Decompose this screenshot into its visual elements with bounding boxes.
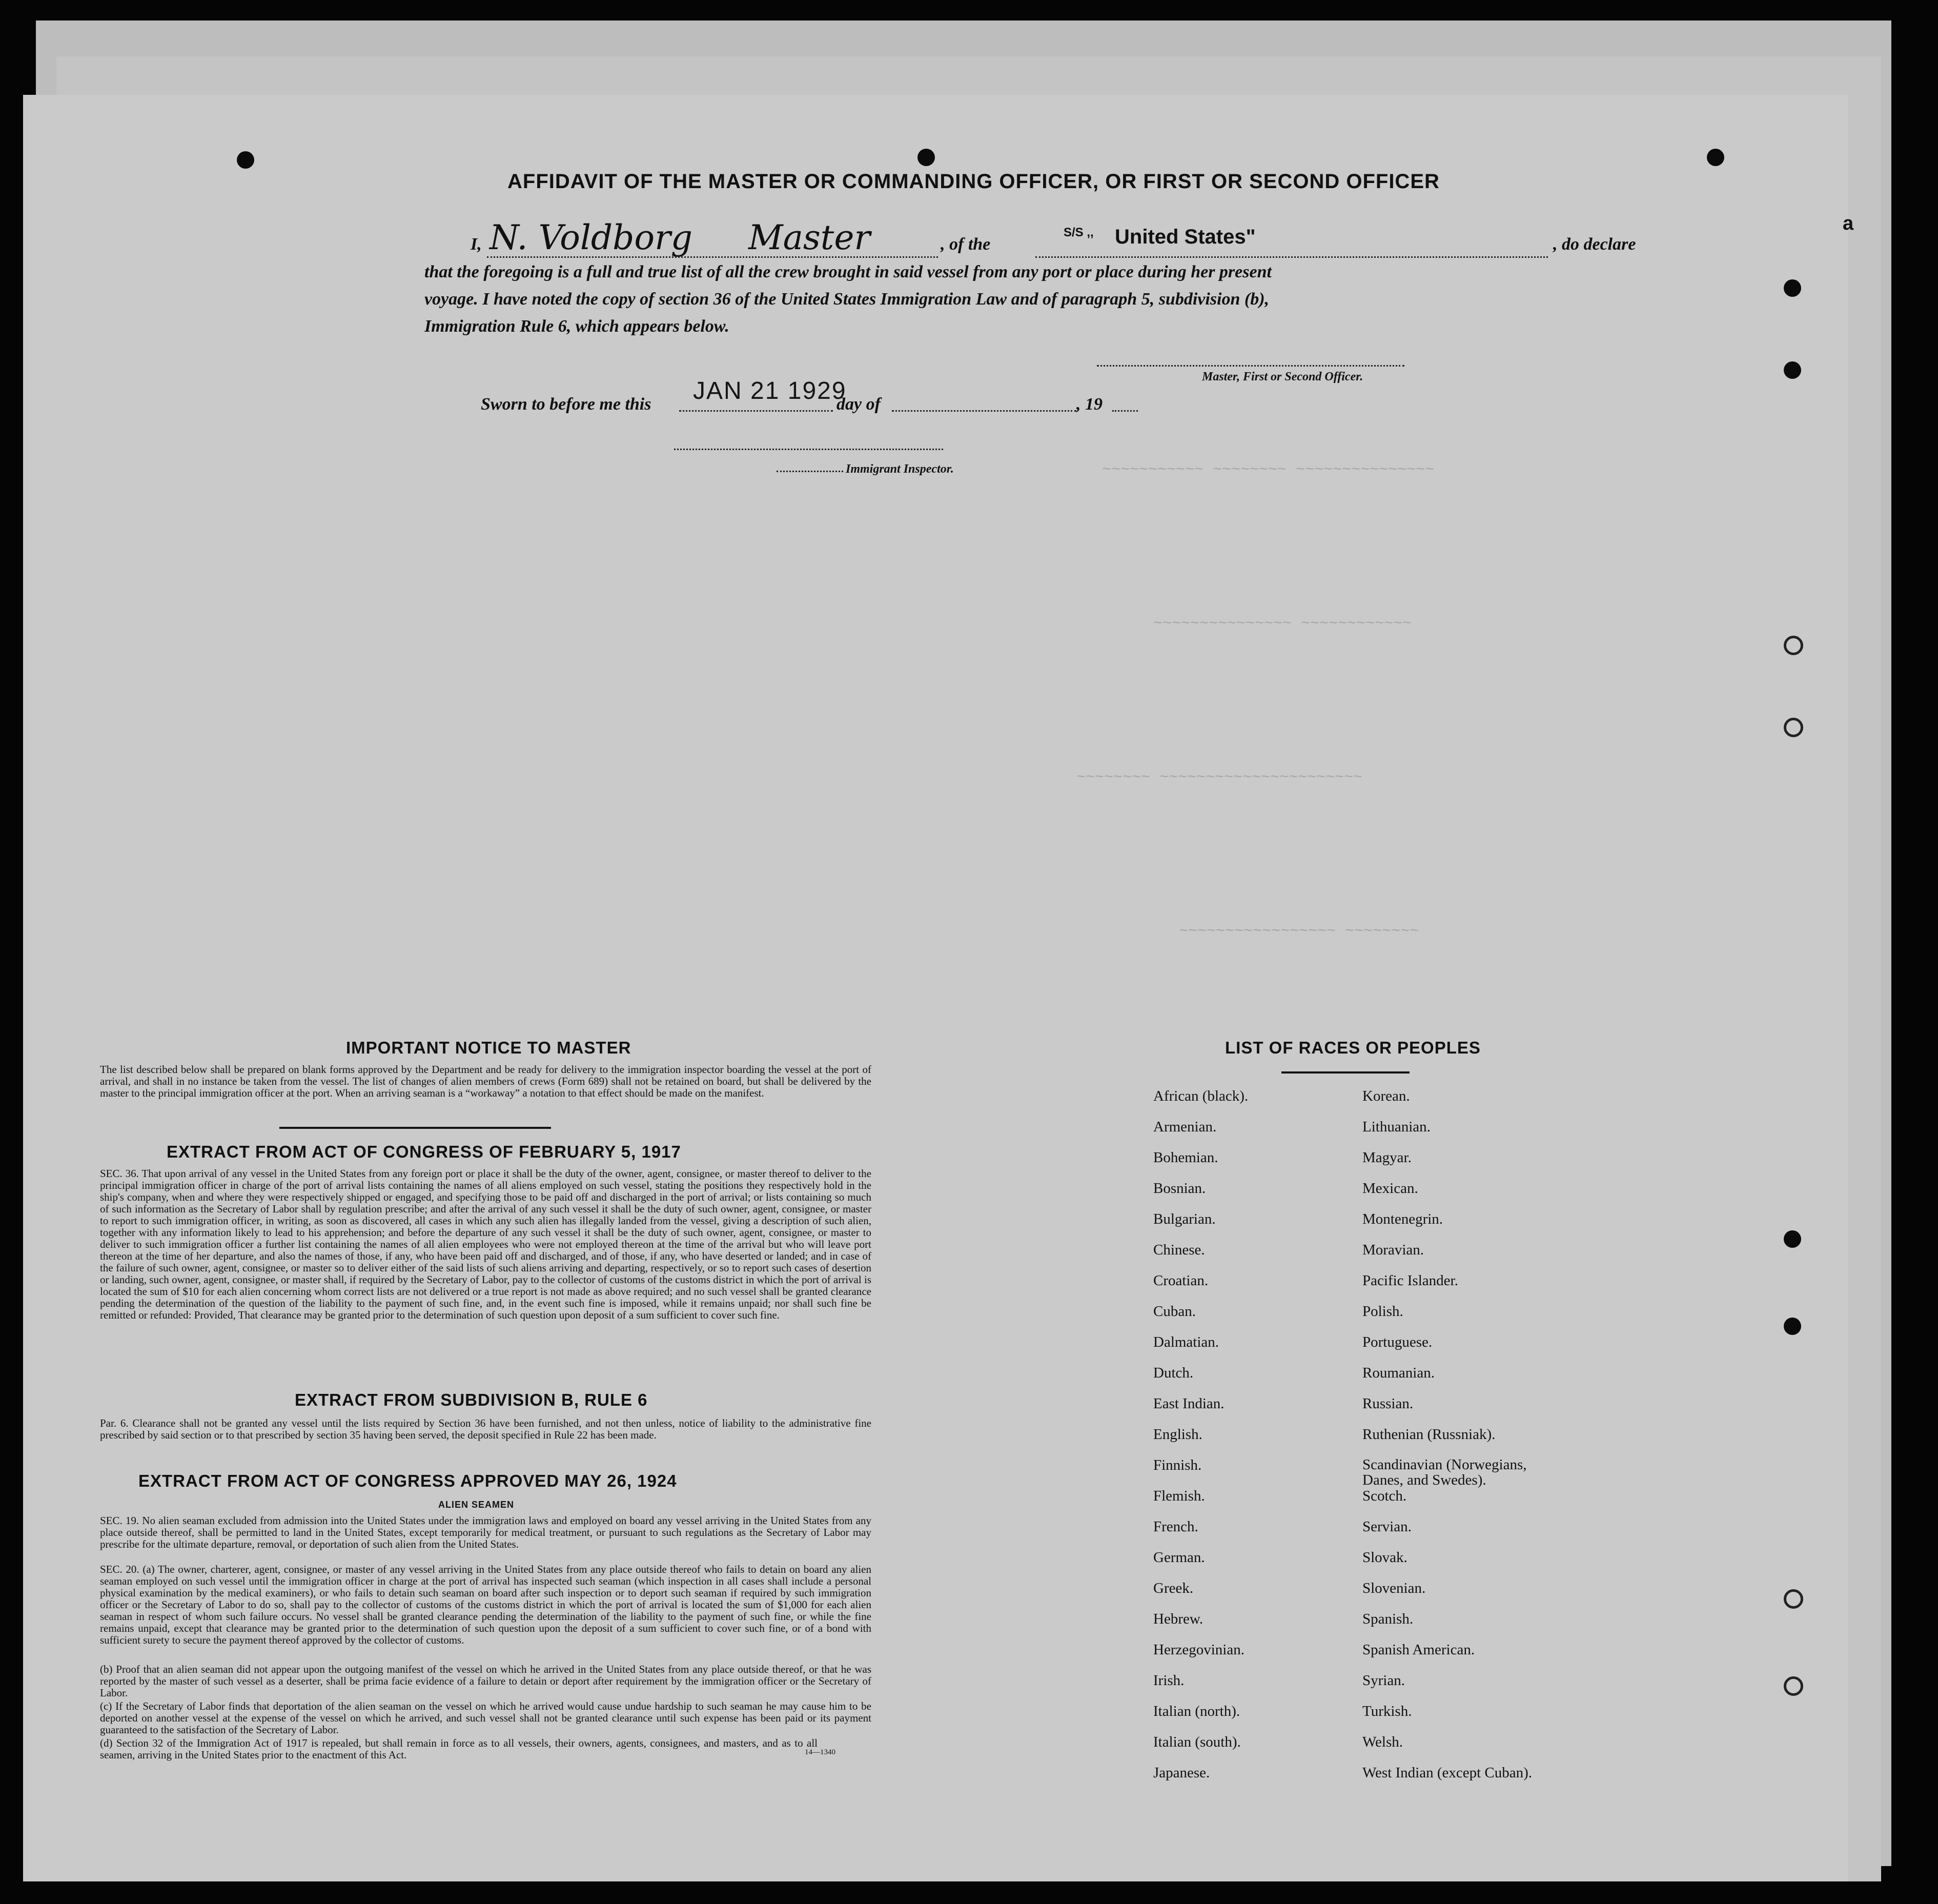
race-item: Korean. <box>1362 1088 1410 1104</box>
race-item: French. <box>1153 1518 1198 1535</box>
race-item: Croatian. <box>1153 1272 1209 1289</box>
race-item: Polish. <box>1362 1303 1403 1320</box>
race-item: Flemish. <box>1153 1488 1205 1504</box>
punch-hole <box>237 151 254 169</box>
alien-seamen-subtitle: ALIEN SEAMEN <box>438 1500 515 1510</box>
race-item: Moravian. <box>1362 1242 1424 1258</box>
inspector-signature-line <box>674 449 943 450</box>
race-item: Bulgarian. <box>1153 1211 1216 1227</box>
master-signature-name: N. Voldborg <box>489 218 692 257</box>
race-item: West Indian (except Cuban). <box>1362 1765 1533 1781</box>
edge-mark: a <box>1843 213 1854 234</box>
inspector-lead-line <box>777 471 843 472</box>
race-item: Scotch. <box>1362 1488 1407 1504</box>
punch-hole <box>1784 1318 1801 1335</box>
sworn-label: Sworn to before me this <box>481 395 651 414</box>
inspector-label: Immigrant Inspector. <box>846 462 954 476</box>
of-the-label: , of the <box>941 235 991 254</box>
notice-text: The list described below shall be prepared on blank forms approved by the Department and be ready for delivery to the immigration inspector boarding the vessel at the port of arrival, and shall in no instance be taken from the vessel. The list of changes of alien members of crews (Form 689) shall not be retained on board, but shall be delivered by the master to the principal immigration officer at the port. When an arriving seaman is a “workaway” a notation to that effect should be made on the manifest. <box>100 1063 871 1099</box>
race-item: Portuguese. <box>1362 1334 1433 1350</box>
race-item: Bosnian. <box>1153 1180 1206 1197</box>
notice-title: IMPORTANT NOTICE TO MASTER <box>346 1038 631 1057</box>
affidavit-body-line: that the foregoing is a full and true list of all the crew brought in said vessel from any port or place during her present <box>424 262 1272 281</box>
sec19-text: SEC. 19. No alien seaman excluded from admission into the United States under the immigration laws and employed on board any vessel arriving in the United States from any place outside thereof, shall be permitted to land in the United States, except temporarily for medical treatment, or pursuant to such regulations as the Secretary of Labor may prescribe for the ultimate departure, removal, or deportation of such alien from the United States. <box>100 1514 871 1550</box>
affidavit-body-line: voyage. I have noted the copy of section 36 of the United States Immigration Law and of paragraph 5, subdivision (b), <box>424 290 1270 309</box>
punch-hole <box>1784 636 1803 655</box>
punch-hole <box>1784 279 1801 297</box>
vessel-prefix: S/S ,, <box>1064 226 1094 239</box>
section-divider <box>1281 1071 1410 1073</box>
race-item: Herzegovinian. <box>1153 1642 1245 1658</box>
section-divider <box>279 1127 551 1129</box>
race-item: Pacific Islander. <box>1362 1272 1458 1289</box>
races-list-right <box>1362 1088 1547 1795</box>
date-stamp: JAN 21 1929 <box>693 377 847 404</box>
race-item: Montenegrin. <box>1362 1211 1443 1227</box>
race-item: Hebrew. <box>1153 1611 1203 1627</box>
rule6-title: EXTRACT FROM SUBDIVISION B, RULE 6 <box>295 1390 648 1409</box>
race-item: Finnish. <box>1153 1457 1202 1473</box>
sec20c-text: (c) If the Secretary of Labor finds that deportation of the alien seaman on the vessel on which he arrived would cause undue hardship to such seaman he may cause him to be deported on another vessel at the expense of the vessel on which he arrived, and such vessel shall not be granted clearance until such expense has been paid or its payment guaranteed to the satisfaction of the Secretary of Labor. <box>100 1700 871 1736</box>
bleed-through-text: ~~~~~~~~~~~~~~~ ~~~~~~~~~~~~ <box>1153 615 1412 633</box>
race-item: Irish. <box>1153 1672 1185 1689</box>
punch-hole <box>917 149 935 166</box>
race-item: Greek. <box>1153 1580 1194 1596</box>
bleed-through-text: ~~~~~~~~ ~~~~~~~~~~~~~~~~~~~~~~ <box>1076 769 1363 786</box>
race-item: Ruthenian (Russniak). <box>1362 1426 1496 1443</box>
punch-hole <box>1784 1676 1803 1696</box>
race-item: Armenian. <box>1153 1119 1217 1135</box>
punch-hole <box>1784 1230 1801 1248</box>
vessel-line <box>1035 256 1548 258</box>
race-item: Slovak. <box>1362 1549 1407 1566</box>
day-of-label: day of <box>837 395 881 414</box>
punch-hole <box>1784 718 1803 737</box>
race-item: Cuban. <box>1153 1303 1196 1320</box>
punch-hole <box>1784 361 1801 379</box>
race-item: Scandinavian (Norwegians, Danes, and Swedes). <box>1362 1456 1527 1488</box>
race-item: Slovenian. <box>1362 1580 1426 1596</box>
sec20b-text: (b) Proof that an alien seaman did not appear upon the outgoing manifest of the vessel on which he arrived in the United States from any place outside thereof, or that he was reported by the master of such vessel as a deserter, shall be prima facie evidence of a failure to detain or deport after requirement by the immigration officer or the Secretary of Labor. <box>100 1663 871 1699</box>
race-item: Dalmatian. <box>1153 1334 1219 1350</box>
race-item: Welsh. <box>1362 1734 1403 1750</box>
race-item: German. <box>1153 1549 1205 1566</box>
date-line <box>679 410 833 412</box>
races-title: LIST OF RACES OR PEOPLES <box>1225 1038 1481 1057</box>
month-line <box>892 410 1076 412</box>
master-signature-title: Master <box>748 218 870 257</box>
bleed-through-text: ~~~~~~~~~~~ ~~~~~~~~ ~~~~~~~~~~~~~~~ <box>1102 461 1435 479</box>
affidavit-title: AFFIDAVIT OF THE MASTER OR COMMANDING OFFICER, OR FIRST OR SECOND OFFICER <box>507 170 1440 193</box>
extract-1924-title: EXTRACT FROM ACT OF CONGRESS APPROVED MAY 26, 1924 <box>138 1471 677 1490</box>
race-item: African (black). <box>1153 1088 1249 1104</box>
race-item: Mexican. <box>1362 1180 1418 1197</box>
race-item: Spanish. <box>1362 1611 1414 1627</box>
year-label: , 19 <box>1076 395 1103 414</box>
race-item: English. <box>1153 1426 1202 1443</box>
affidavit-body-line: Immigration Rule 6, which appears below. <box>424 317 729 336</box>
race-item: Chinese. <box>1153 1242 1205 1258</box>
affidavit-i-label: I, <box>471 235 482 254</box>
master-officer-label: Master, First or Second Officer. <box>1202 370 1363 383</box>
race-item: Servian. <box>1362 1518 1412 1535</box>
race-item: Lithuanian. <box>1362 1119 1431 1135</box>
vessel-name: United States" <box>1115 226 1256 248</box>
race-item: Russian. <box>1362 1395 1414 1412</box>
race-item: East Indian. <box>1153 1395 1225 1412</box>
signature-line <box>487 256 938 258</box>
races-list-left <box>1153 1088 1248 1795</box>
form-number: 14—1340 <box>805 1748 835 1756</box>
sec20a-text: SEC. 20. (a) The owner, charterer, agent, consignee, or master of any vessel arriving in the United States from any place outside thereof who fails to detain on board any alien seaman employed on such vessel until the immigration officer in charge at the port of arrival has inspected such seaman (which inspection in all cases shall include a personal physical examination by the medical examiners), or who fails to detain such seaman on board after such inspection or to deport such seaman if required by such immigration officer or the Secretary of Labor to do so, shall pay to the collector of customs of the customs district in which the port of arrival is located the sum of $1,000 for each alien seaman in respect of whom such failure occurs. No vessel shall be granted clearance pending the determination of the liability to the payment of such fine, or while the fine remains unpaid, except that clearance may be granted prior to the determination of such question upon the deposit of a sum sufficient to cover such fine, or of a bond with sufficient surety to secure the payment thereof approved by the collector of customs. <box>100 1563 871 1646</box>
race-item: Italian (south). <box>1153 1734 1241 1750</box>
race-item: Japanese. <box>1153 1765 1210 1781</box>
extract-1917-title: EXTRACT FROM ACT OF CONGRESS OF FEBRUARY 5, 1917 <box>167 1142 681 1161</box>
rule6-text: Par. 6. Clearance shall not be granted any vessel until the lists required by Section 36 have been furnished, and not then unless, notice of liability to the administrative fine prescribed by said section or to that prescribed by section 35 having been served, the deposit specified in Rule 22 has been made. <box>100 1417 871 1441</box>
extract-1917-text: SEC. 36. That upon arrival of any vessel in the United States from any foreign port or place it shall be the duty of the owner, agent, consignee, or master thereof to deliver to the principal immigration officer in charge of the port of arrival lists containing the names of all aliens employed on such vessel, stating the positions they respectively hold in the ship's company, when and where they were respectively shipped or engaged, and specifying those to be paid off and discharged in the port of arrival; or lists containing so much of such information as the Secretary of Labor shall by regulation prescribe; and after the arrival of any such vessel it shall be the duty of such owner, agent, consignee, or master to report to such immigration officer, in writing, as soon as discovered, all cases in which any such alien has illegally landed from the vessel, giving a description of such alien, together with any information likely to lead to his apprehension; and before the departure of any such vessel it shall be the duty of such owner, agent, consignee, or master to deliver to such immigration officer a further list containing the names of all alien employees who were not employed thereon at the time of the arrival but who will leave port thereon at the time of her departure, and also the names of those, if any, who have been paid off and discharged, and of those, if any, who have deserted or landed; and in case of the failure of such owner, agent, consignee, or master so to deliver either of the said lists of such aliens arriving and departing, respectively, or so to report such cases of desertion or landing, such owner, agent, consignee, or master shall, if required by the Secretary of Labor, pay to the collector of customs of the customs district in which the port of arrival is located the sum of $10 for each alien concerning whom correct lists are not delivered or a true report is not made as above required; and no such vessel shall be granted clearance pending the determination of the question of the liability to the payment of such fine, and, in the event such fine is imposed, while it remains unpaid; nor shall such fine be remitted or refunded: Provided, That clearance may be granted prior to the determination of such question upon deposit of a sum sufficient to cover such fine. <box>100 1167 871 1321</box>
sec20d-text: (d) Section 32 of the Immigration Act of 1917 is repealed, but shall remain in force as to all vessels, their owners, agents, consignees, and masters, and as to all seamen, arriving in the United States prior to the enactment of this Act. <box>100 1737 818 1761</box>
race-item: Syrian. <box>1362 1672 1405 1689</box>
race-item: Magyar. <box>1362 1149 1412 1166</box>
bleed-through-text: ~~~~~~~~~~~~~~~~~ ~~~~~~~~ <box>1179 923 1419 940</box>
race-item: Spanish American. <box>1362 1642 1475 1658</box>
year-line <box>1112 410 1138 412</box>
punch-hole <box>1784 1589 1803 1609</box>
do-declare-label: , do declare <box>1553 235 1636 254</box>
race-item: Italian (north). <box>1153 1703 1240 1719</box>
race-item: Dutch. <box>1153 1365 1194 1381</box>
officer-signature-line <box>1097 365 1404 367</box>
race-item: Bohemian. <box>1153 1149 1218 1166</box>
race-item: Turkish. <box>1362 1703 1412 1719</box>
punch-hole <box>1707 149 1724 166</box>
race-item: Roumanian. <box>1362 1365 1435 1381</box>
